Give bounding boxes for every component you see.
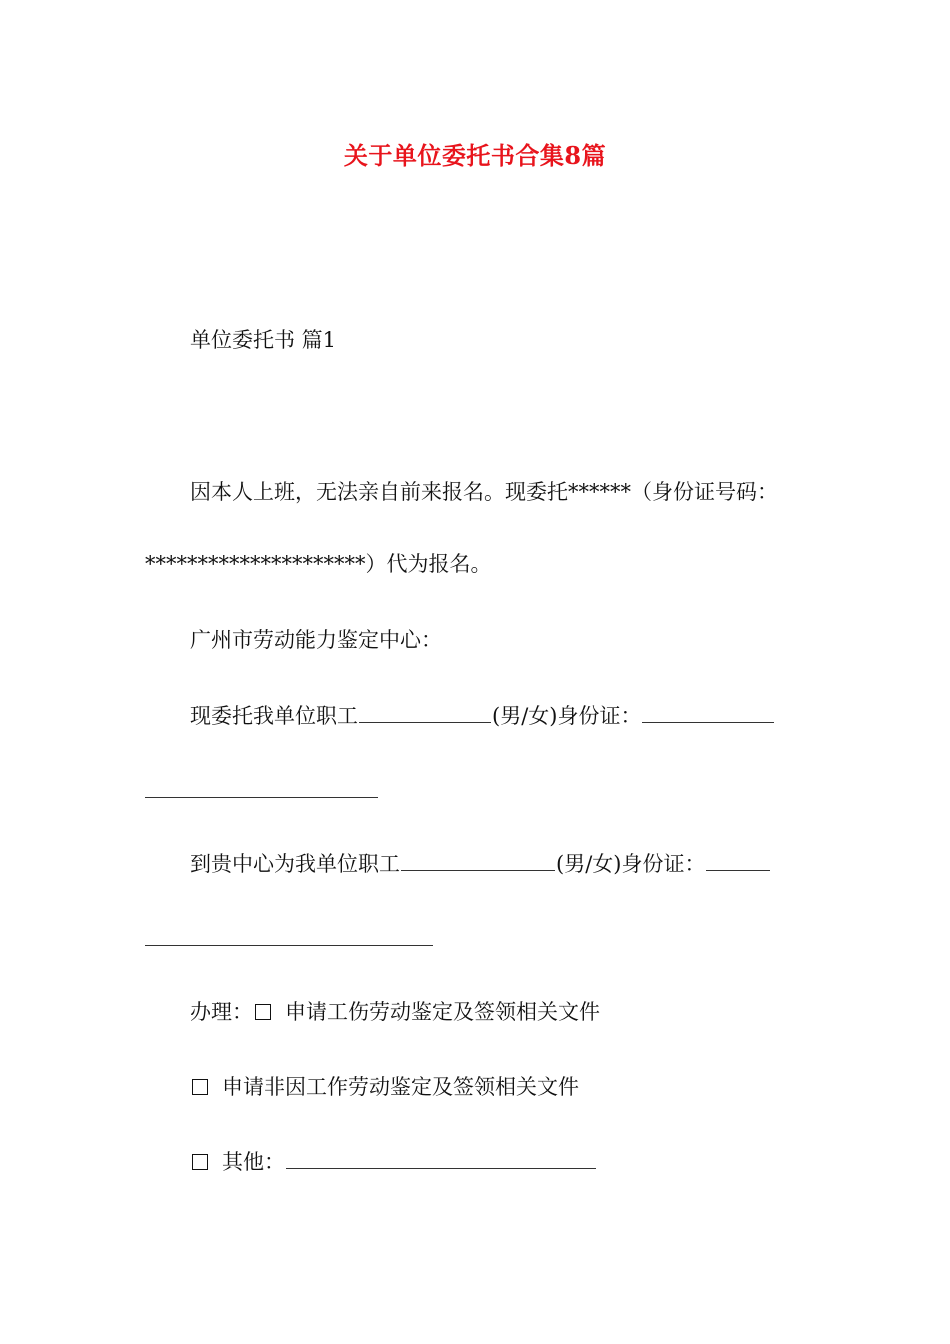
id-number-blank	[706, 852, 770, 871]
checkbox-icon	[192, 1079, 208, 1095]
document-title: 关于单位委托书合集8篇	[343, 141, 607, 170]
checkbox-icon	[192, 1154, 208, 1170]
id-number-blank-continued	[145, 945, 433, 946]
checkbox-icon	[255, 1004, 271, 1020]
id-number-blank-continued	[145, 797, 378, 798]
paragraph-line: 因本人上班，无法亲自前来报名。现委托******（身份证号码：	[190, 480, 778, 504]
to-center-text: 到贵中心为我单位职工	[190, 852, 400, 876]
handle-option-1	[190, 998, 600, 1026]
option-label: 申请工伤劳动鉴定及签领相关文件	[285, 1000, 600, 1024]
paragraph-line: *********************）代为报名。	[145, 552, 492, 576]
delegate-line	[190, 702, 775, 730]
handle-option-2	[190, 1073, 579, 1101]
handle-label: 办理：	[190, 1000, 253, 1024]
handle-option-3	[190, 1148, 597, 1176]
section-heading: 单位委托书 篇1	[190, 328, 337, 352]
addressee: 广州市劳动能力鉴定中心：	[190, 628, 442, 652]
delegate-text: 现委托我单位职工	[190, 704, 358, 728]
id-number-blank	[642, 704, 774, 723]
option-label: 其他：	[222, 1150, 285, 1174]
employee-name-blank	[359, 704, 491, 723]
other-blank	[286, 1150, 596, 1169]
gender-id-text: (男/女)身份证：	[556, 852, 706, 876]
gender-id-text: (男/女)身份证：	[492, 704, 642, 728]
option-label: 申请非因工作劳动鉴定及签领相关文件	[222, 1075, 579, 1099]
employee-name-blank	[401, 852, 555, 871]
to-center-line	[190, 850, 771, 878]
